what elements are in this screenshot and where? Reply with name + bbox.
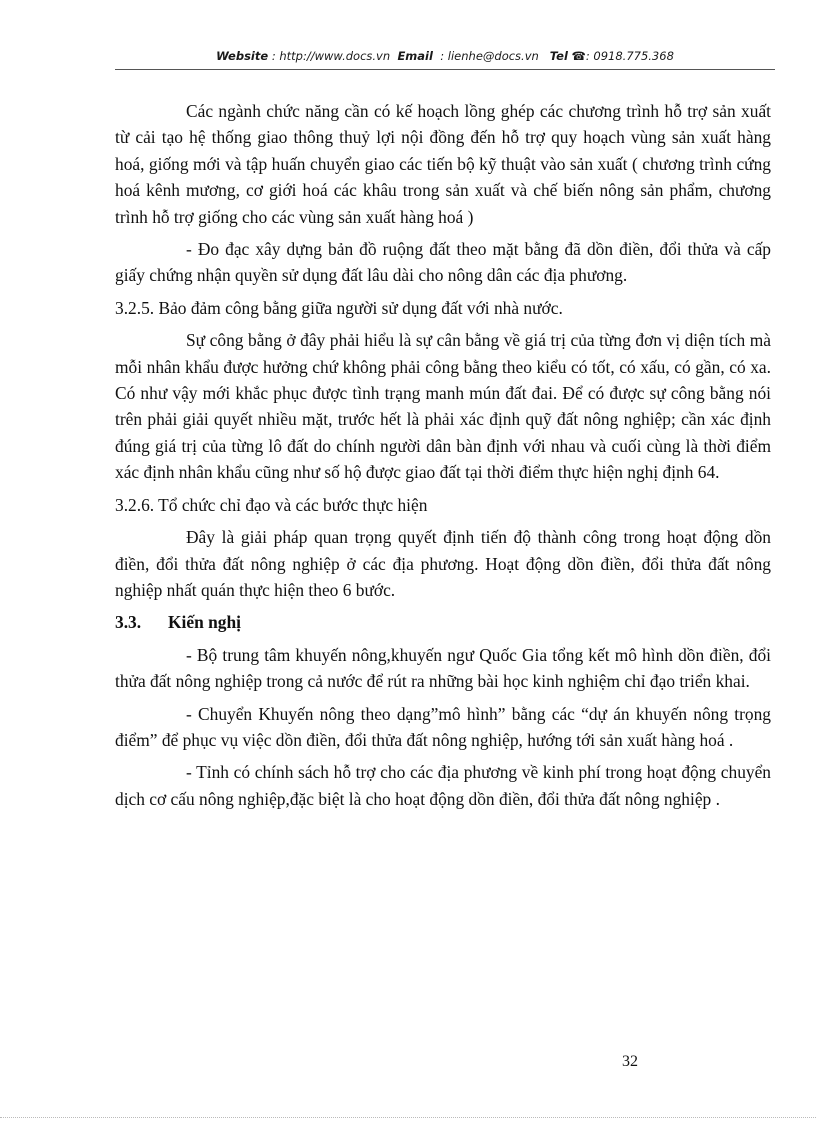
section-title: Kiến nghị [168, 612, 241, 633]
paragraph: Đây là giải pháp quan trọng quyết định tiến độ thành công trong hoạt động dồn điền, đổi thửa đất nông nghiệp ở các địa phương. Hoạt động dồn điền, đổi thửa đất nông nghiệp nhất quán thực hiện theo 6 bước. [115, 527, 771, 600]
email-label: Email [397, 49, 433, 63]
website-label: Website [216, 49, 269, 63]
tel-label: Tel [549, 49, 568, 63]
page-bottom-border [0, 1117, 816, 1118]
email-address[interactable]: : lienhe@docs.vn [440, 49, 539, 63]
section-heading: 3.2.5. Bảo đảm công bằng giữa người sử dụng đất với nhà nước. [115, 297, 563, 318]
recommendation-item: - Chuyển Khuyến nông theo dạng”mô hình” bằng các “dự án khuyến nông trọng điểm” để phục vụ việc dồn điền, đổi thửa đất nông nghiệp, hướng tới sản xuất hàng hoá . [115, 703, 771, 750]
paragraph: - Đo đạc xây dựng bản đồ ruộng đất theo mặt bằng đã dồn điền, đổi thửa và cấp giấy chứng nhận quyền sử dụng đất lâu dài cho nông dân các địa phương. [115, 239, 771, 286]
section-heading-bold [115, 609, 771, 635]
website-url[interactable]: : http://www.docs.vn [271, 49, 391, 63]
paragraph: Sự công bằng ở đây phải hiểu là sự cân bằng về giá trị của từng đơn vị diện tích mà mỗi nhân khẩu được hưởng chứ không phải công bằng theo kiểu có tốt, có xấu, có gần, có xa. Có như vậy mới khắc phục được tình trạng manh mún đất đai. Để có được sự công bằng nói trên phải giải quyết nhiều mặt, trước hết là phải xác định quỹ đất nông nghiệp; cần xác định đúng giá trị của từng lô đất do chính người dân bàn định với nhau và cuối cùng là thời điểm xác định nhân khẩu cũng như số hộ được giao đất tại thời điểm thực hiện nghị định 64. [115, 330, 771, 483]
page-number: 32 [622, 1053, 638, 1070]
section-heading: 3.2.6. Tổ chức chỉ đạo và các bước thực hiện [115, 494, 428, 515]
recommendation-item: - Bộ trung tâm khuyến nông,khuyến ngư Quốc Gia tổng kết mô hình dồn điền, đổi thửa đất nông nghiệp trong cả nước để rút ra những bài học kinh nghiệm chỉ đạo triển khai. [115, 644, 771, 692]
section-number: 3.3. [115, 612, 142, 633]
recommendation-item: - Tỉnh có chính sách hỗ trợ cho các địa phương về kinh phí trong hoạt động chuyển dịch cơ cấu nông nghiệp,đặc biệt là cho hoạt động dồn điền, đổi thửa đất nông nghiệp . [115, 762, 771, 809]
header-divider [115, 69, 775, 70]
page-header [115, 49, 775, 63]
tel-number: : 0918.775.368 [585, 49, 674, 63]
document-body [115, 98, 771, 818]
paragraph: Các ngành chức năng cần có kế hoạch lồng ghép các chương trình hỗ trợ sản xuất từ cải tạo hệ thống giao thông thuỷ lợi nội đồng đến hỗ trợ quy hoạch vùng sản xuất hàng hoá, giống mới và tập huấn chuyển giao các tiến bộ kỹ thuật vào sản xuất ( chương trình cứng hoá kênh mương, cơ giới hoá các khâu trong sản xuất và chế biến nông sản phẩm, chương trình hỗ trợ giống cho các vùng sản xuất hàng hoá ) [115, 101, 771, 227]
phone-icon: ☎ [571, 49, 586, 63]
